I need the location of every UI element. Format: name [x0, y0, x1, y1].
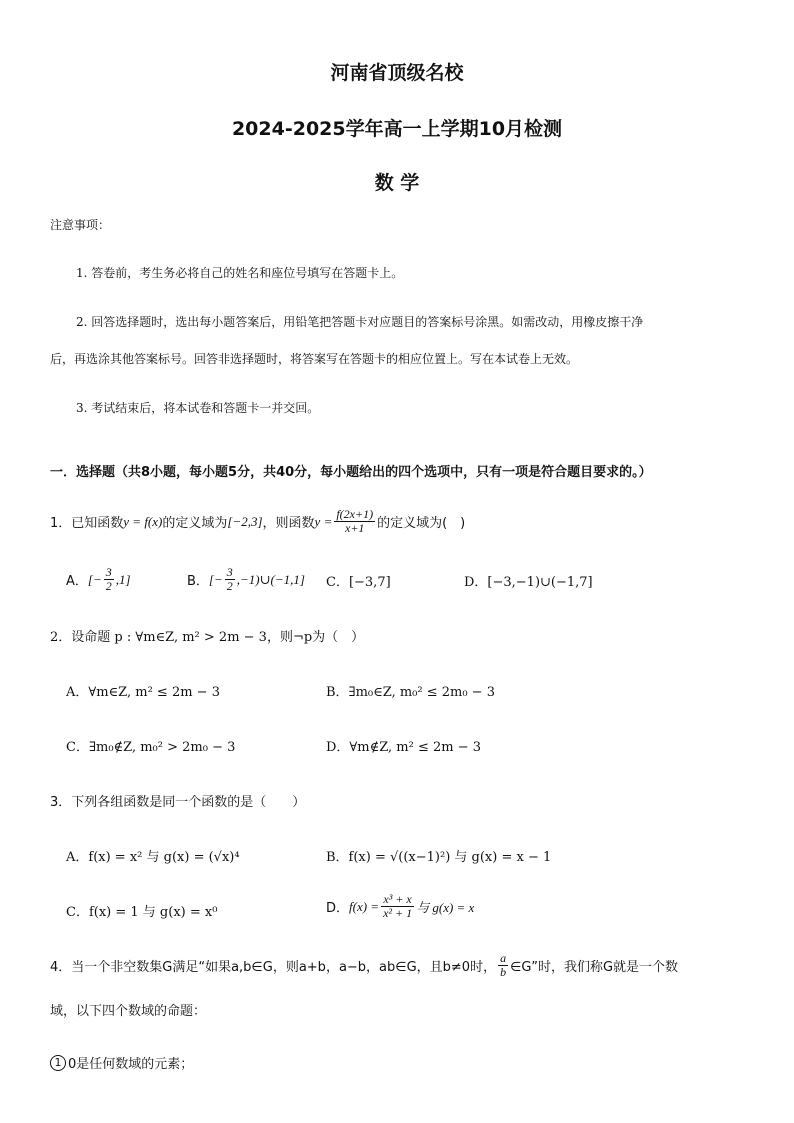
notice-item-1: 1. 答卷前，考生务必将自己的姓名和座位号填写在答题卡上。 — [76, 266, 404, 280]
exam-title: 2024-2025学年高一上学期10月检测 — [231, 118, 563, 140]
school-title: 河南省顶级名校 — [330, 62, 464, 84]
q3-option-a: A．f(x) = x² 与 g(x) = (√x)⁴ — [66, 850, 240, 865]
subject-title: 数 学 — [374, 172, 420, 194]
q1-suffix: 的定义域为( ) — [377, 516, 466, 532]
q3-option-d: D． f(x) = $\frac{\text{x³ + x}}{\text{x² + 1}}$ 与 g(x) = x — [326, 892, 475, 921]
q4-statement-1: 1 0是任何数域的元素； — [50, 1053, 193, 1072]
q1-option-c: C．[−3,7] — [326, 575, 391, 590]
q1-mid2: ，则函数 — [262, 516, 315, 532]
q1-domain: [−2,3] — [227, 513, 263, 529]
section-1-heading: 一．选择题（共8小题，每小题5分，共40分，每小题给出的四个选项中，只有一项是符合题目要求的。） — [50, 465, 652, 480]
q1-func: y = f(x) — [123, 513, 163, 529]
q2-option-a: A．∀m∈Z, m² ≤ 2m − 3 — [66, 685, 220, 700]
q1-frac-den: x+1 — [345, 521, 365, 536]
q2-option-b: B．∃m₀∈Z, m₀² ≤ 2m₀ − 3 — [326, 685, 495, 700]
notice-item-2-line-1: 2. 回答选择题时，选出每小题答案后，用铅笔把答题卡对应题目的答案标号涂黑。如需改动，用橡皮擦干净 — [76, 315, 644, 329]
q1-option-a: A． [− $\frac{3}{2}$ ,1] — [66, 565, 131, 594]
q1-prefix: 1．已知函数 — [50, 516, 124, 532]
circled-number-icon: 1 — [50, 1055, 66, 1071]
q1-yeq: y = — [314, 513, 333, 529]
q1-mid1: 的定义域为 — [162, 516, 228, 532]
question-1-stem — [50, 508, 465, 535]
notice-item-3: 3. 考试结束后，将本试卷和答题卡一并交回。 — [76, 401, 320, 415]
q1-fraction — [334, 508, 375, 535]
q1-option-d: D．[−3,−1)∪(−1,7] — [464, 575, 593, 590]
q2-option-c: C．∃m₀∉Z, m₀² > 2m₀ − 3 — [66, 740, 236, 755]
question-4-stem-line-2: 域，以下四个数域的命题： — [50, 1004, 207, 1019]
question-3-stem: 3．下列各组函数是同一个函数的是（ ） — [50, 795, 306, 810]
notice-item-2-line-2: 后，再选涂其他答案标号。回答非选择题时，将答案写在答题卡的相应位置上。写在本试卷上无效。 — [50, 352, 579, 366]
question-4-stem-line-1: 4．当一个非空数集G满足“如果a,b∈G，则a+b，a−b，ab∈G，且b≠0时， $\frac{a}{b}$ ∈G”时，我们称G就是一个数 — [50, 951, 679, 980]
q1-frac-num: f(2x+1) — [336, 507, 374, 521]
q2-option-d: D．∀m∉Z, m² ≤ 2m − 3 — [326, 740, 482, 755]
q3-option-c: C．f(x) = 1 与 g(x) = x⁰ — [66, 905, 218, 920]
notice-heading: 注意事项： — [50, 218, 111, 232]
question-2-stem: 2．设命题 p : ∀m∈Z, m² > 2m − 3，则¬p为（ ） — [50, 630, 365, 645]
q1-option-b: B． [− $\frac{3}{2}$ ,−1)∪(−1,1] — [187, 565, 305, 594]
q3-option-b: B．f(x) = √((x−1)²) 与 g(x) = x − 1 — [326, 850, 552, 865]
